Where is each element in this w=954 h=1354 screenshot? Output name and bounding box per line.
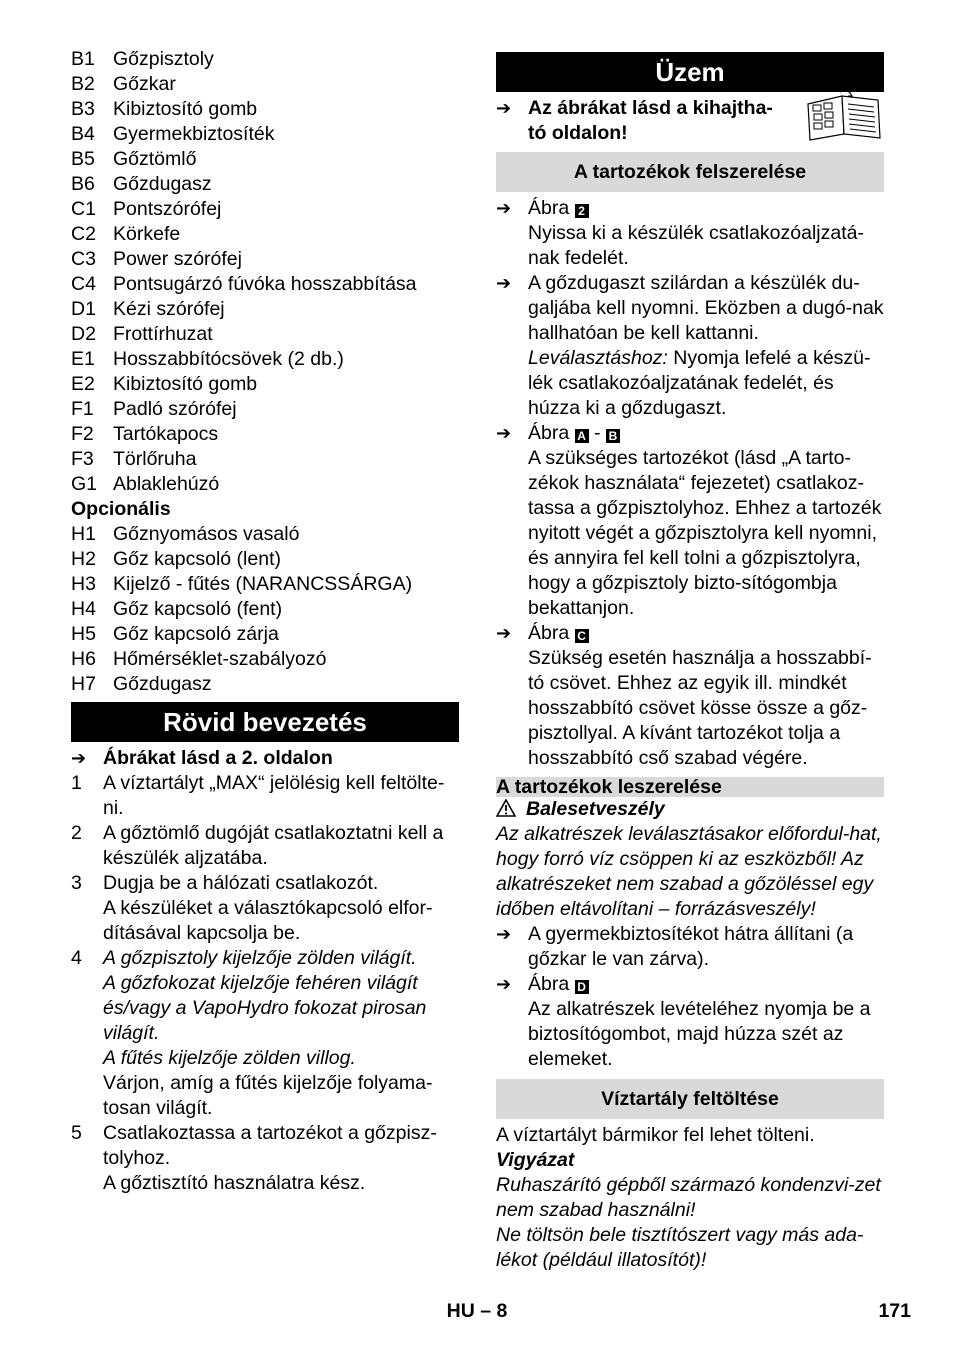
operation-ref: ➔ Az ábrákat lásd a kihajtha- tó oldalon! xyxy=(496,96,884,146)
legend-code: B3 xyxy=(71,98,95,120)
optional-heading: Opcionális xyxy=(71,498,171,520)
legend-code: E2 xyxy=(71,373,95,395)
intro-step: 4 A gőzpisztoly kijelzője zölden világít. xyxy=(71,947,417,969)
intro-step-sub: A gőztisztító használatra kész. xyxy=(103,1172,366,1194)
intro-ref: ➔ Ábrákat lásd a 2. oldalon xyxy=(71,747,333,769)
legend-label: Gőzdugasz xyxy=(113,173,212,195)
arrow-right-icon: ➔ xyxy=(71,748,87,768)
legend-item xyxy=(71,147,459,172)
operation-heading: Üzem xyxy=(496,52,884,92)
legend-label: Kibiztosító gomb xyxy=(113,373,258,395)
legend-label: Gőzdugasz xyxy=(113,673,212,695)
page-number: 171 xyxy=(878,1300,911,1322)
legend-label: Tartókapocs xyxy=(113,423,219,445)
legend-label: Pontszórófej xyxy=(113,198,222,220)
legend-label: Frottírhuzat xyxy=(113,323,213,345)
legend-item xyxy=(71,372,459,397)
legend-item xyxy=(71,172,459,197)
legend-label: Gőztömlő xyxy=(113,148,197,170)
legend-label: Gőznyomásos vasaló xyxy=(113,523,300,545)
legend-item xyxy=(71,647,459,672)
legend-item xyxy=(71,472,459,497)
legend-code: E1 xyxy=(71,348,95,370)
legend-code: H7 xyxy=(71,673,96,695)
legend-label: Gőz kapcsoló (fent) xyxy=(113,598,283,620)
legend-code: D1 xyxy=(71,298,96,320)
right-column xyxy=(496,47,884,1273)
caution-label: Vigyázat xyxy=(496,1149,575,1171)
remove-step: ➔ A gyermekbiztosítékot hátra állítani (a gőzkar le van zárva). xyxy=(496,923,854,970)
legend-code: F3 xyxy=(71,448,94,470)
arrow-right-icon: ➔ xyxy=(496,924,512,944)
legend-code: B5 xyxy=(71,148,95,170)
fit-text: Szükség esetén használja a hosszabbí-tó csövet. Ehhez az egyik ill. mindkét hosszabbító csövet kösse össze a gőz-pisztollyal. A kívánt tartozékot tolja a hosszabbító cső szabad végére. xyxy=(528,647,872,769)
intro-step: 1 A víztartályt „MAX“ jelölésig kell feltölte-ni. xyxy=(71,772,445,819)
legend-item xyxy=(71,547,459,572)
legend-item xyxy=(71,322,459,347)
legend-code: H6 xyxy=(71,648,96,670)
legend-code: G1 xyxy=(71,473,98,495)
fit-step: ➔ A gőzdugaszt szilárdan a készülék du-galjába kell nyomni. Eközben a dugó-nak hallhatóan be kell kattanni. xyxy=(496,272,884,344)
legend-code: H2 xyxy=(71,548,96,570)
legend-code: F1 xyxy=(71,398,94,420)
intro-heading: Rövid bevezetés xyxy=(71,702,459,742)
legend-label: Hosszabbítócsövek (2 db.) xyxy=(113,348,344,370)
legend-item xyxy=(71,447,459,472)
fit-heading: A tartozékok felszerelése xyxy=(496,152,884,192)
caution-text: Ruhaszárító gépből származó kondenzvi-zet nem szabad használni! xyxy=(496,1174,881,1221)
warning-triangle-icon xyxy=(496,799,516,817)
open-book-icon xyxy=(804,90,884,142)
arrow-right-icon: ➔ xyxy=(496,974,512,994)
figure-label: B xyxy=(606,429,620,443)
optional-list xyxy=(71,522,459,697)
intro-step-sub: Várjon, amíg a fűtés kijelzője folyama-tosan világít. xyxy=(103,1072,433,1119)
fit-text: A szükséges tartozékot (lásd „A tarto-zékok használata“ fejezetet) csatlakoz-tassa a gőzpisztolyhoz. Ehhez a tartozék nyitott végét a gőzpisztolyra kell nyomni, és annyira fel kell tolni a gőzpisztolyra, hogy a gőzpisztoly bizto-sítógombja bekattanjon. xyxy=(528,447,882,619)
legend-item xyxy=(71,97,459,122)
figure-label: D xyxy=(575,980,589,994)
legend-label: Power szórófej xyxy=(113,248,242,270)
remove-text: Az alkatrészek levételéhez nyomja be a biztosítógombot, majd húzza szét az elemeket. xyxy=(528,998,871,1070)
legend-item xyxy=(71,122,459,147)
legend-item xyxy=(71,622,459,647)
legend-item xyxy=(71,222,459,247)
legend-code: B2 xyxy=(71,73,95,95)
legend-code: B1 xyxy=(71,48,95,70)
arrow-right-icon: ➔ xyxy=(496,273,512,293)
legend-label: Kézi szórófej xyxy=(113,298,225,320)
left-column xyxy=(71,47,459,1196)
legend-code: C3 xyxy=(71,248,96,270)
legend-code: F2 xyxy=(71,423,94,445)
legend-label: Gőz kapcsoló zárja xyxy=(113,623,279,645)
fit-step: ➔ Ábra A - B xyxy=(496,421,884,446)
tank-text: A víztartályt bármikor fel lehet tölteni. xyxy=(496,1124,815,1146)
legend-item xyxy=(71,197,459,222)
intro-step-sub: A fűtés kijelzője zölden villog. xyxy=(103,1047,356,1069)
figure-label: 2 xyxy=(575,204,589,218)
legend-code: H4 xyxy=(71,598,96,620)
arrow-right-icon: ➔ xyxy=(496,623,512,643)
legend-label: Padló szórófej xyxy=(113,398,237,420)
fit-text: Nyissa ki a készülék csatlakozóaljzatá-nak fedelét. xyxy=(528,222,864,269)
caution-text: Ne töltsön bele tisztítószert vagy más ada-lékot (például illatosítót)! xyxy=(496,1224,864,1271)
legend-item xyxy=(71,272,459,297)
legend-label: Gőzkar xyxy=(113,73,176,95)
legend-item xyxy=(71,572,459,597)
legend-code: C1 xyxy=(71,198,96,220)
legend-label: Ablaklehúzó xyxy=(113,473,220,495)
remove-step: ➔ Ábra D xyxy=(496,972,884,997)
legend-item xyxy=(71,72,459,97)
legend-label: Kijelző - fűtés (NARANCSSÁRGA) xyxy=(113,573,413,595)
arrow-right-icon: ➔ xyxy=(496,423,512,443)
legend-item xyxy=(71,672,459,697)
intro-step: 2 A gőztömlő dugóját csatlakoztatni kell a készülék aljzatába. xyxy=(71,822,444,869)
legend-label: Törlőruha xyxy=(113,448,197,470)
legend-label: Kibiztosító gomb xyxy=(113,98,258,120)
tank-heading: Víztartály feltöltése xyxy=(496,1079,884,1119)
legend-label: Pontsugárzó fúvóka hosszabbítása xyxy=(113,273,417,295)
legend-code: B4 xyxy=(71,123,95,145)
fit-step: ➔ Ábra C xyxy=(496,621,884,646)
legend-code: C2 xyxy=(71,223,96,245)
intro-step-sub: A készüléket a választókapcsoló elfor-dításával kapcsolja be. xyxy=(103,897,433,944)
legend-code: H5 xyxy=(71,623,96,645)
fit-text: Leválasztáshoz: Nyomja lefelé a készü-lék csatlakozóaljzatának fedelét, és húzza ki a gőzdugaszt. xyxy=(528,347,871,419)
legend-item xyxy=(71,247,459,272)
figure-label: C xyxy=(575,629,589,643)
fit-step: ➔ Ábra 2 xyxy=(496,196,884,221)
arrow-right-icon: ➔ xyxy=(496,198,512,218)
arrow-right-icon: ➔ xyxy=(496,98,512,118)
legend-code: C4 xyxy=(71,273,96,295)
legend-code: H1 xyxy=(71,523,96,545)
legend-label: Hőmérséklet-szabályozó xyxy=(113,648,327,670)
legend-label: Gyermekbiztosíték xyxy=(113,123,275,145)
legend-item xyxy=(71,522,459,547)
figure-label: A xyxy=(575,429,589,443)
legend-list xyxy=(71,47,459,497)
danger-text: Az alkatrészek leválasztásakor előfordul-hat, hogy forró víz csöppen ki az eszközből! Az alkatrészeket nem szabad a gőzöléssel egy időben eltávolítani – forrázásveszély! xyxy=(496,823,882,920)
legend-label: Körkefe xyxy=(113,223,181,245)
legend-item xyxy=(71,397,459,422)
legend-item xyxy=(71,347,459,372)
legend-code: B6 xyxy=(71,173,95,195)
intro-step: 3 Dugja be a hálózati csatlakozót. xyxy=(71,872,379,894)
legend-code: D2 xyxy=(71,323,96,345)
remove-heading: A tartozékok leszerelése xyxy=(496,777,884,797)
intro-step-sub: A gőzfokozat kijelzője fehéren világít és/vagy a VapoHydro fokozat pirosan világít. xyxy=(103,972,427,1044)
danger-label: Balesetveszély xyxy=(496,797,884,822)
legend-label: Gőzpisztoly xyxy=(113,48,214,70)
intro-step: 5 Csatlakoztassa a tartozékot a gőzpisz-tolyhoz. xyxy=(71,1122,437,1169)
legend-label: Gőz kapcsoló (lent) xyxy=(113,548,281,570)
legend-item xyxy=(71,47,459,72)
legend-code: H3 xyxy=(71,573,96,595)
legend-item xyxy=(71,597,459,622)
legend-item xyxy=(71,422,459,447)
footer-page-label: HU – 8 xyxy=(446,1300,508,1322)
legend-item xyxy=(71,297,459,322)
